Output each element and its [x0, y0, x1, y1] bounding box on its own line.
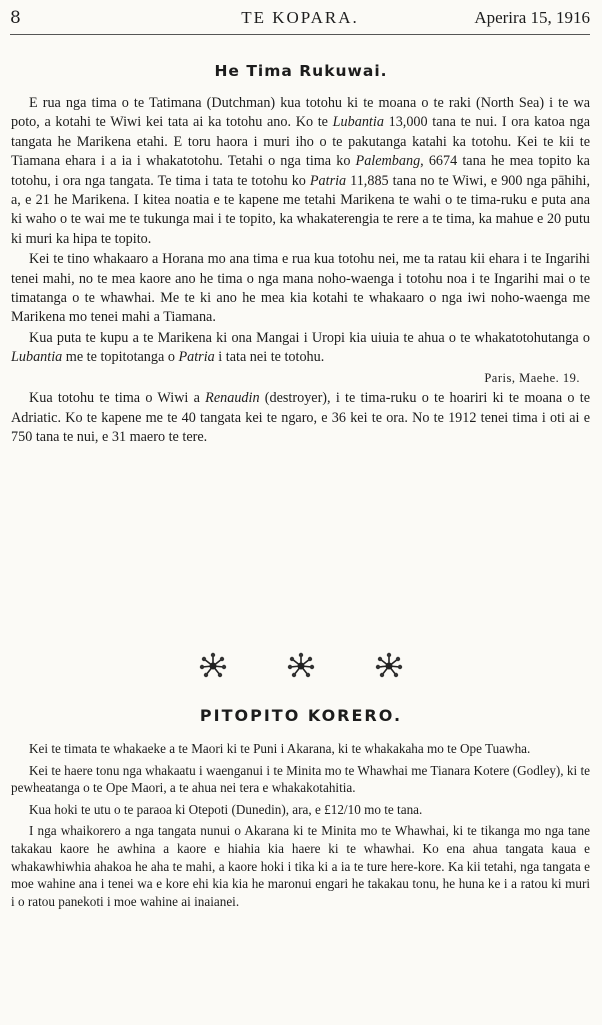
news-item: Kua hoki te utu o te paraoa ki Otepoti (Dunedin), ara, e £12/10 mo te tana.: [29, 801, 423, 817]
flower-icon: [198, 652, 228, 682]
ornament-divider: [0, 652, 602, 682]
news-items: [11, 740, 590, 914]
section-title: PITOPITO KORERO.: [199, 706, 403, 725]
article-paragraph: E rua nga tima o te Tatimana (Dutchman) kua totohu ki te moana o te raki (North Sea) i te wa poto, a kotahi te Wiwi kei tata ai ka totohu ano. Ko te Lubantia 13,000 tana te nui. I ora katoa nga tangata he Marikena etahi. E toru haora i muri iho o te pakutanga katahi ka totohu. Kei te kii te Tiamana ehara i a ia i whakatotohu. Tetahi o nga tima ko Palembang, 6674 tana he mea topito ka totohu, i ora nga tangata. Te tima i tata te totohu ko Patria 11,885 tana no te Wiwi, e 900 nga pāhihi, a, e 21 he Marikena. I kitea noatia e te kapene me tetahi Marikena te wahi o te tima-ruku e puta ana ki waho o te wai me te tukunga mai i te topito, ka whakaterengia te rere a te tima, ka mahue e 20 putu ki muri ka hipa te topito.: [11, 95, 591, 247]
flower-icon: [286, 652, 316, 682]
header-rule: [10, 34, 590, 35]
article-paragraph: Kua puta te kupu a te Marikena ki ona Mangai i Uropi kia uiuia te ahua o te whakatotohutanga o Lubantia me te topitotanga o Patria i tata nei te totohu.: [11, 329, 590, 366]
article-body: [11, 94, 590, 448]
publication-title: TE KOPARA.: [241, 8, 359, 27]
issue-date: Aperira 15, 1916: [474, 8, 590, 27]
news-item: Kei te timata te whakaeke a te Maori ki te Puni i Akarana, ki te whakakaha mo te Ope Tuawha.: [29, 741, 531, 756]
news-item: Kei te haere tonu nga whakaatu i waenganui i te Minita mo te Whawhai me Tianara Kotere (Godley), ki te pewheatanga o te Ope Maori, a te ahua nei tera e whakakotahitia.: [11, 762, 590, 796]
news-item: I nga whaikorero a nga tangata nunui o Akarana ki te Minita mo te Whawhai, ki te tikanga mo nga tane takakau kaore he awhina a kaore e hiahia kia haere ki te whawhai. Ko ena ahua tangata kaua e whakawhiwhia ahakoa he aha te mahi, a kaore hoki i tika ki a ia te ture here-kore. Ka kii tetahi, nga tangata e moe wahine ana i tenei wa e kore ehi kia kia he maronui engari he takakau tonu, he huna ke i a ratou ki muri i o ratou panekoti i moe wahine ai inaianei.: [11, 823, 590, 909]
article-title: He Tima Rukuwai.: [214, 62, 388, 80]
page-header: [10, 8, 590, 32]
dateline: Paris, Maehe. 19.: [484, 370, 580, 385]
article-paragraph: Kua totohu te tima o Wiwi a Renaudin (destroyer), i te tima-ruku o te hoariri ki te moana o te Adriatic. Ko te kapene me te 40 tangata kei te ngaro, e 36 kei te ora. No te 1912 tenei tima i oti ai e 750 tana te nui, e 31 maero te tere.: [11, 390, 591, 445]
page-number: 8: [10, 8, 21, 28]
flower-icon: [374, 652, 404, 682]
article-paragraph: Kei te tino whakaaro a Horana mo ana tima e rua kua totohu nei, me ta ratau kii ehara i te Ingarihi tenei mahi, no te mea kaore ano he tima o nga mana noho-waenga i totohu noa i te Ingarihi mai o te timatanga o te whawhai. Me te ki ano he mea kia kotahi te whakaaro o nga iwi noho-waenga me Marikena mo tenei mahi a Tiamana.: [11, 251, 590, 326]
